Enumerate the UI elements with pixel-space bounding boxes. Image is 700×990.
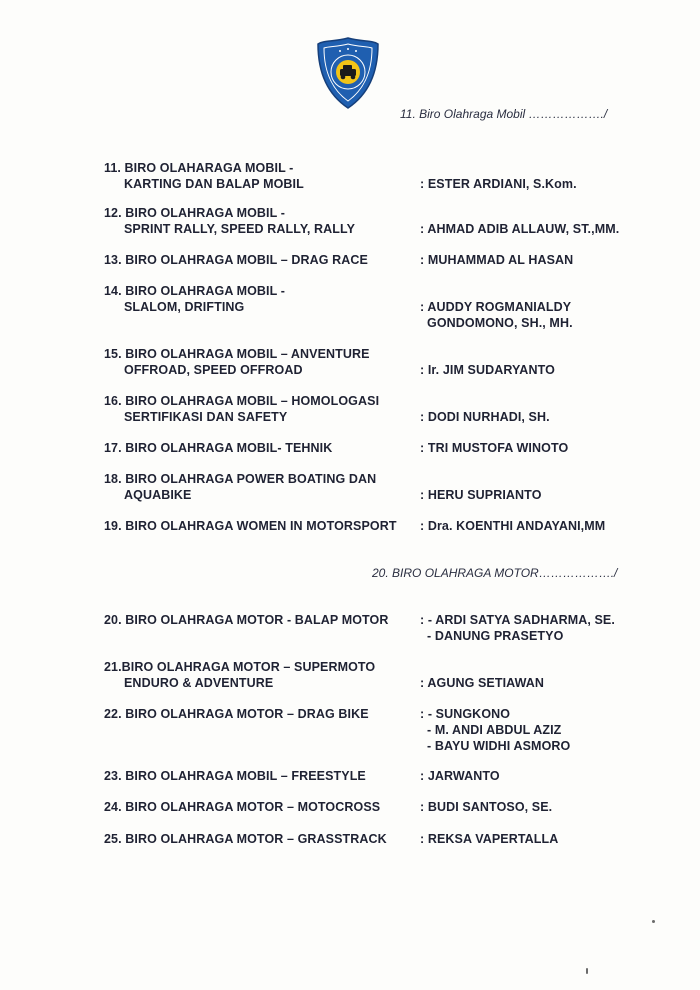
imi-logo	[316, 36, 380, 110]
entry-holder	[420, 440, 670, 456]
entry-holder-line: : Dra. KOENTHI ANDAYANI,MM	[420, 519, 606, 533]
entry-title-line2: AQUABIKE	[124, 488, 192, 502]
entry-holder-line: - BAYU WIDHI ASMORO	[427, 739, 571, 753]
entry-title	[104, 205, 414, 237]
entry-holder	[420, 409, 670, 425]
entry-holder	[420, 612, 670, 644]
entry-title	[104, 283, 414, 315]
entry-title	[104, 252, 414, 268]
entry-holder	[420, 799, 670, 815]
entry-title	[104, 393, 414, 425]
entry-title-line2: OFFROAD, SPEED OFFROAD	[124, 363, 303, 377]
entry-title-line1: 24. BIRO OLAHRAGA MOTOR – MOTOCROSS	[104, 800, 381, 814]
entry-holder-line: : - SUNGKONO	[420, 707, 511, 721]
entry-holder-line: : AGUNG SETIAWAN	[420, 676, 545, 690]
entry-title-line1: 19. BIRO OLAHRAGA WOMEN IN MOTORSPORT	[104, 519, 397, 533]
entry-holder	[420, 675, 670, 691]
entry-title-line1: 18. BIRO OLAHRAGA POWER BOATING DAN	[104, 472, 377, 486]
entry-holder-line: : AUDDY ROGMANIALDY	[420, 300, 572, 314]
entry-holder	[420, 768, 670, 784]
entry-title-line2: SPRINT RALLY, SPEED RALLY, RALLY	[124, 222, 356, 236]
entry-holder-line: : HERU SUPRIANTO	[420, 488, 542, 502]
entry-holder-line: : JARWANTO	[420, 769, 500, 783]
entry-holder-line: GONDOMONO, SH., MH.	[427, 316, 573, 330]
imi-shield-logo-icon	[316, 36, 380, 110]
entry-holder-line: : ESTER ARDIANI, S.Kom.	[420, 177, 577, 191]
entry-holder	[420, 487, 670, 503]
entry-holder-line: : MUHAMMAD AL HASAN	[420, 253, 574, 267]
entry-title-line2: KARTING DAN BALAP MOBIL	[124, 177, 304, 191]
entry-holder-line: : Ir. JIM SUDARYANTO	[420, 363, 555, 377]
entry-title-line2: ENDURO & ADVENTURE	[124, 676, 274, 690]
entry-holder	[420, 831, 670, 847]
entry-title-line2: SLALOM, DRIFTING	[124, 300, 245, 314]
entry-title	[104, 706, 414, 722]
entry-title	[104, 768, 414, 784]
entry-title	[104, 440, 414, 456]
entry-holder	[420, 706, 670, 754]
entry-title-line1: 14. BIRO OLAHRAGA MOBIL -	[104, 284, 285, 298]
entry-title-line1: 25. BIRO OLAHRAGA MOTOR – GRASSTRACK	[104, 832, 387, 846]
entry-title	[104, 612, 414, 628]
entry-title-line1: 17. BIRO OLAHRAGA MOBIL- TEHNIK	[104, 441, 333, 455]
entry-holder-line: : REKSA VAPERTALLA	[420, 832, 559, 846]
entry-title-line1: 20. BIRO OLAHRAGA MOTOR - BALAP MOTOR	[104, 613, 389, 627]
entry-holder	[420, 221, 670, 237]
scan-speck	[652, 920, 655, 923]
entry-title	[104, 659, 414, 691]
entry-title	[104, 471, 414, 503]
entry-title-line1: 11. BIRO OLAHARAGA MOBIL -	[104, 161, 294, 175]
entry-title	[104, 799, 414, 815]
entry-holder	[420, 176, 670, 192]
entry-title-line1: 15. BIRO OLAHRAGA MOBIL – ANVENTURE	[104, 347, 370, 361]
entry-title-line1: 16. BIRO OLAHRAGA MOBIL – HOMOLOGASI	[104, 394, 380, 408]
entry-holder-line: : DODI NURHADI, SH.	[420, 410, 550, 424]
entry-holder	[420, 362, 670, 378]
entry-title-line1: 13. BIRO OLAHRAGA MOBIL – DRAG RACE	[104, 253, 368, 267]
entry-title	[104, 518, 424, 534]
entry-holder-line: : AHMAD ADIB ALLAUW, ST.,MM.	[420, 222, 620, 236]
entry-title-line1: 21.BIRO OLAHRAGA MOTOR – SUPERMOTO	[104, 660, 376, 674]
entry-holder	[420, 299, 670, 331]
entry-title-line1: 22. BIRO OLAHRAGA MOTOR – DRAG BIKE	[104, 707, 369, 721]
entry-title-line1: 12. BIRO OLAHRAGA MOBIL -	[104, 206, 285, 220]
entry-holder-line: - DANUNG PRASETYO	[427, 629, 564, 643]
entry-title-line1: 23. BIRO OLAHRAGA MOBIL – FREESTYLE	[104, 769, 366, 783]
entry-holder	[420, 252, 670, 268]
entry-holder	[420, 518, 670, 534]
entry-title	[104, 160, 414, 192]
entry-title	[104, 346, 414, 378]
page-reference-section: 20. BIRO OLAHRAGA MOTOR………………./	[372, 566, 618, 580]
entry-holder-line: - M. ANDI ABDUL AZIZ	[427, 723, 562, 737]
entry-holder-line: : BUDI SANTOSO, SE.	[420, 800, 553, 814]
entry-title-line2: SERTIFIKASI DAN SAFETY	[124, 410, 288, 424]
scan-speck	[586, 968, 588, 974]
entry-holder-line: : - ARDI SATYA SADHARMA, SE.	[420, 613, 615, 627]
entry-holder-line: : TRI MUSTOFA WINOTO	[420, 441, 569, 455]
entry-title	[104, 831, 414, 847]
page-reference-top: 11. Biro Olahraga Mobil ………………./	[400, 107, 608, 121]
